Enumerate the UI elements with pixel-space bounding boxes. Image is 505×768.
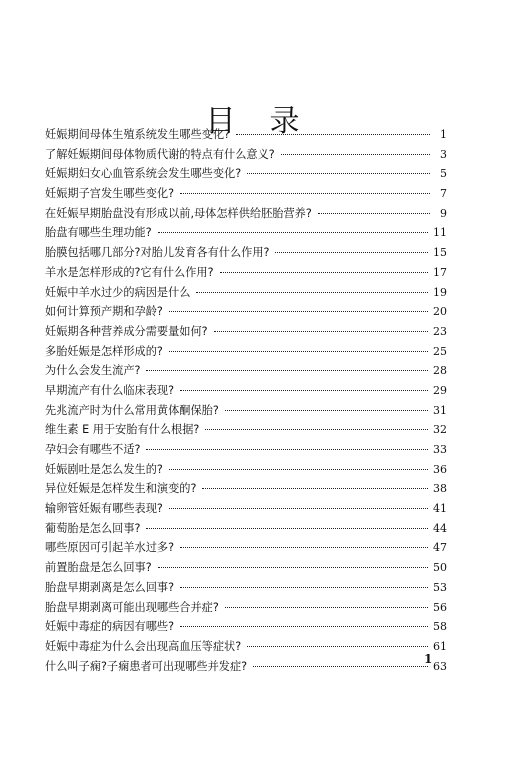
toc-entry-page: 61	[433, 639, 447, 653]
toc-entry-title: 妊娠期间母体生殖系统发生哪些变化?	[45, 128, 230, 141]
toc-entry-title: 妊娠期各种营养成分需要量如何?	[45, 324, 208, 338]
toc-entry-title: 在妊娠早期胎盘没有形成以前,母体怎样供给胚胎营养?	[45, 206, 312, 220]
toc-entry-title: 孕妇会有哪些不适?	[45, 443, 141, 456]
toc-entry-title: 输卵管妊娠有哪些表现?	[45, 502, 163, 516]
toc-entry-page: 19	[433, 285, 447, 299]
toc-entry-title: 了解妊娠期间母体物质代谢的特点有什么意义?	[45, 147, 275, 161]
toc-entry-page: 63	[433, 659, 447, 673]
toc-entry-title: 胎盘早期剥离可能出现哪些合并症?	[45, 600, 219, 614]
toc-entry-title: 葡萄胎是怎么回事?	[45, 521, 141, 535]
toc-entry-page: 58	[433, 620, 447, 634]
toc-entry-page: 20	[433, 305, 447, 319]
toc-leader-dots	[146, 528, 428, 529]
toc-entry-title: 多胎妊娠是怎样形成的?	[45, 344, 163, 358]
toc-entry-title: 胎盘早期剥离是怎么回事?	[45, 580, 175, 594]
toc-entry[interactable]	[45, 145, 447, 165]
toc-entry-page: 56	[433, 600, 447, 614]
toc-entry-title: 羊水是怎样形成的?它有什么作用?	[45, 265, 214, 279]
toc-entry-title: 妊娠期妇女心血管系统会发生哪些变化?	[45, 167, 242, 181]
toc-leader-dots	[146, 449, 428, 450]
toc-entry-title: 胎盘有哪些生理功能?	[45, 226, 152, 240]
toc-entry[interactable]	[45, 283, 447, 303]
toc-entry[interactable]	[45, 538, 447, 558]
toc-entry[interactable]	[45, 499, 447, 519]
toc-entry[interactable]	[45, 401, 447, 421]
toc-entry[interactable]	[45, 598, 447, 618]
toc-entry-page: 41	[433, 502, 447, 516]
toc-entry-page: 33	[433, 443, 447, 456]
toc-leader-dots	[169, 351, 428, 352]
toc-entry-page: 3	[440, 147, 447, 161]
toc-entry[interactable]	[45, 460, 447, 480]
toc-entry-title: 胎膜包括哪几部分?对胎儿发育各有什么作用?	[45, 246, 270, 260]
toc-leader-dots	[247, 173, 430, 174]
toc-entry-page: 38	[433, 482, 447, 496]
toc-entry[interactable]	[45, 558, 447, 578]
toc-entry[interactable]	[45, 578, 447, 598]
table-of-contents	[45, 125, 447, 676]
toc-entry[interactable]	[45, 381, 447, 401]
toc-entry[interactable]	[45, 617, 447, 637]
toc-leader-dots	[225, 607, 428, 608]
toc-leader-dots	[220, 272, 428, 273]
toc-leader-dots	[253, 666, 428, 667]
toc-entry[interactable]	[45, 263, 447, 283]
toc-entry-title: 如何计算预产期和孕龄?	[45, 305, 163, 319]
toc-entry-page: 29	[433, 383, 447, 397]
toc-entry-page: 36	[433, 462, 447, 476]
toc-entry[interactable]	[45, 164, 447, 184]
toc-entry-page: 50	[433, 561, 447, 575]
toc-leader-dots	[247, 646, 428, 647]
toc-leader-dots	[169, 311, 428, 312]
toc-entry[interactable]	[45, 243, 447, 263]
toc-entry[interactable]	[45, 361, 447, 381]
toc-entry-page: 47	[433, 541, 447, 555]
toc-leader-dots	[180, 547, 428, 548]
toc-entry-page: 31	[433, 403, 447, 417]
toc-entry-title: 先兆流产时为什么常用黄体酮保胎?	[45, 403, 219, 417]
toc-entry-page: 15	[433, 246, 447, 260]
toc-entry-page: 53	[433, 580, 447, 594]
toc-leader-dots	[236, 134, 430, 135]
toc-leader-dots	[180, 390, 428, 391]
toc-leader-dots	[318, 213, 430, 214]
toc-entry[interactable]	[45, 519, 447, 539]
toc-entry-title: 妊娠中毒症的病因有哪些?	[45, 620, 175, 634]
toc-entry-page: 11	[433, 226, 447, 240]
toc-entry-title: 妊娠剧吐是怎么发生的?	[45, 462, 163, 476]
toc-entry[interactable]	[45, 637, 447, 657]
toc-entry-page: 17	[433, 265, 447, 279]
toc-leader-dots	[180, 193, 430, 194]
toc-leader-dots	[180, 587, 428, 588]
toc-leader-dots	[205, 429, 428, 430]
toc-entry[interactable]	[45, 223, 447, 243]
toc-leader-dots	[225, 410, 428, 411]
toc-entry[interactable]	[45, 342, 447, 362]
toc-leader-dots	[180, 626, 428, 627]
toc-entry[interactable]	[45, 322, 447, 342]
toc-entry-page: 28	[433, 364, 447, 378]
toc-entry-title: 为什么会发生流产?	[45, 364, 141, 378]
toc-entry-title: 妊娠期子宫发生哪些变化?	[45, 187, 175, 201]
toc-entry-title: 什么叫子痫?子痫患者可出现哪些并发症?	[45, 659, 248, 673]
toc-entry[interactable]	[45, 479, 447, 499]
toc-leader-dots	[281, 154, 430, 155]
toc-entry-page: 9	[440, 206, 447, 220]
toc-entry[interactable]	[45, 302, 447, 322]
toc-leader-dots	[214, 331, 428, 332]
toc-leader-dots	[146, 370, 428, 371]
toc-entry[interactable]	[45, 657, 447, 677]
toc-leader-dots	[202, 488, 428, 489]
toc-entry-page: 7	[440, 187, 447, 201]
toc-entry-page: 23	[433, 324, 447, 338]
toc-entry[interactable]	[45, 125, 447, 145]
toc-entry-title: 妊娠中羊水过少的病因是什么	[45, 285, 191, 299]
toc-entry-page: 25	[433, 344, 447, 358]
page-number: 1	[424, 652, 433, 666]
toc-entry[interactable]	[45, 204, 447, 224]
toc-entry[interactable]	[45, 440, 447, 460]
toc-leader-dots	[196, 292, 428, 293]
toc-entry-page: 32	[433, 423, 447, 437]
toc-entry-page: 5	[440, 167, 447, 181]
toc-leader-dots	[275, 252, 428, 253]
toc-leader-dots	[158, 232, 428, 233]
toc-entry[interactable]	[45, 184, 447, 204]
toc-entry-title: 前置胎盘是怎么回事?	[45, 561, 152, 575]
toc-leader-dots	[158, 567, 428, 568]
toc-entry-title: 哪些原因可引起羊水过多?	[45, 541, 175, 555]
page-title: 目录	[205, 104, 334, 140]
toc-entry-title: 维生素 E 用于安胎有什么根据?	[45, 423, 200, 437]
toc-leader-dots	[169, 469, 428, 470]
toc-entry[interactable]	[45, 420, 447, 440]
toc-entry-page: 1	[440, 128, 447, 141]
toc-entry-title: 异位妊娠是怎样发生和演变的?	[45, 482, 197, 496]
toc-entry-title: 妊娠中毒症为什么会出现高血压等症状?	[45, 639, 242, 653]
toc-leader-dots	[169, 508, 428, 509]
toc-entry-page: 44	[433, 521, 447, 535]
toc-entry-title: 早期流产有什么临床表现?	[45, 383, 175, 397]
